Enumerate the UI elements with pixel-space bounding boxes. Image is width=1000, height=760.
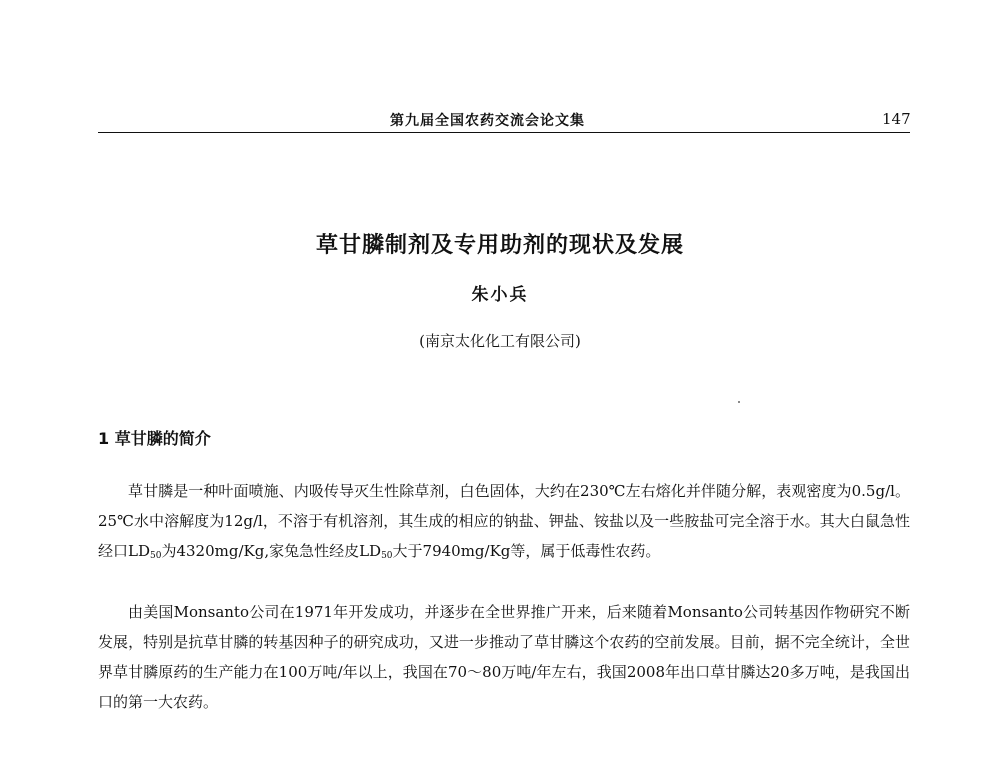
body-paragraph-1	[98, 476, 910, 566]
header-rule	[98, 132, 910, 133]
body-paragraph-2: 由美国Monsanto公司在1971年开发成功，并逐步在全世界推广开来，后来随着Monsanto公司转基因作物研究不断发展，特别是抗草甘膦的转基因种子的研究成功，又进一步推动了草甘膦这个农药的空前发展。目前，据不完全统计，全世界草甘膦原药的生产能力在100万吨/年以上，我国在70～80万吨/年左右，我国2008年出口草甘膦达20多万吨，是我国出口的第一大农药。	[98, 603, 910, 711]
paper-title: 草甘膦制剂及专用助剂的现状及发展	[315, 233, 684, 258]
section-heading: 1 草甘膦的简介	[98, 429, 211, 448]
paragraph-1-text-a: 草甘膦是一种叶面喷施、内吸传导灭生性除草剂，白色固体，大约在230℃左右熔化并伴随分解，表观密度为0.5g/l。25℃水中溶解度为12g/l，不溶于有机溶剂，其生成的相应的钠盐、钾盐、铵盐以及一些胺盐可完全溶于水。其大白鼠急性经口LD	[98, 482, 910, 560]
scan-speck	[738, 401, 740, 403]
paragraph-1-text-c: 大于7940mg/Kg等，属于低毒性农药。	[392, 542, 661, 560]
author-affiliation: (南京太化化工有限公司)	[419, 332, 581, 350]
page-number: 147	[882, 110, 911, 128]
ld50-subscript-2: 50	[381, 551, 393, 561]
running-title: 第九届全国农药交流会论文集	[390, 113, 585, 129]
author-name: 朱小兵	[471, 285, 529, 305]
ld50-subscript-1: 50	[150, 551, 162, 561]
paragraph-1-text-b: 为4320mg/Kg,家兔急性经皮LD	[161, 542, 382, 560]
